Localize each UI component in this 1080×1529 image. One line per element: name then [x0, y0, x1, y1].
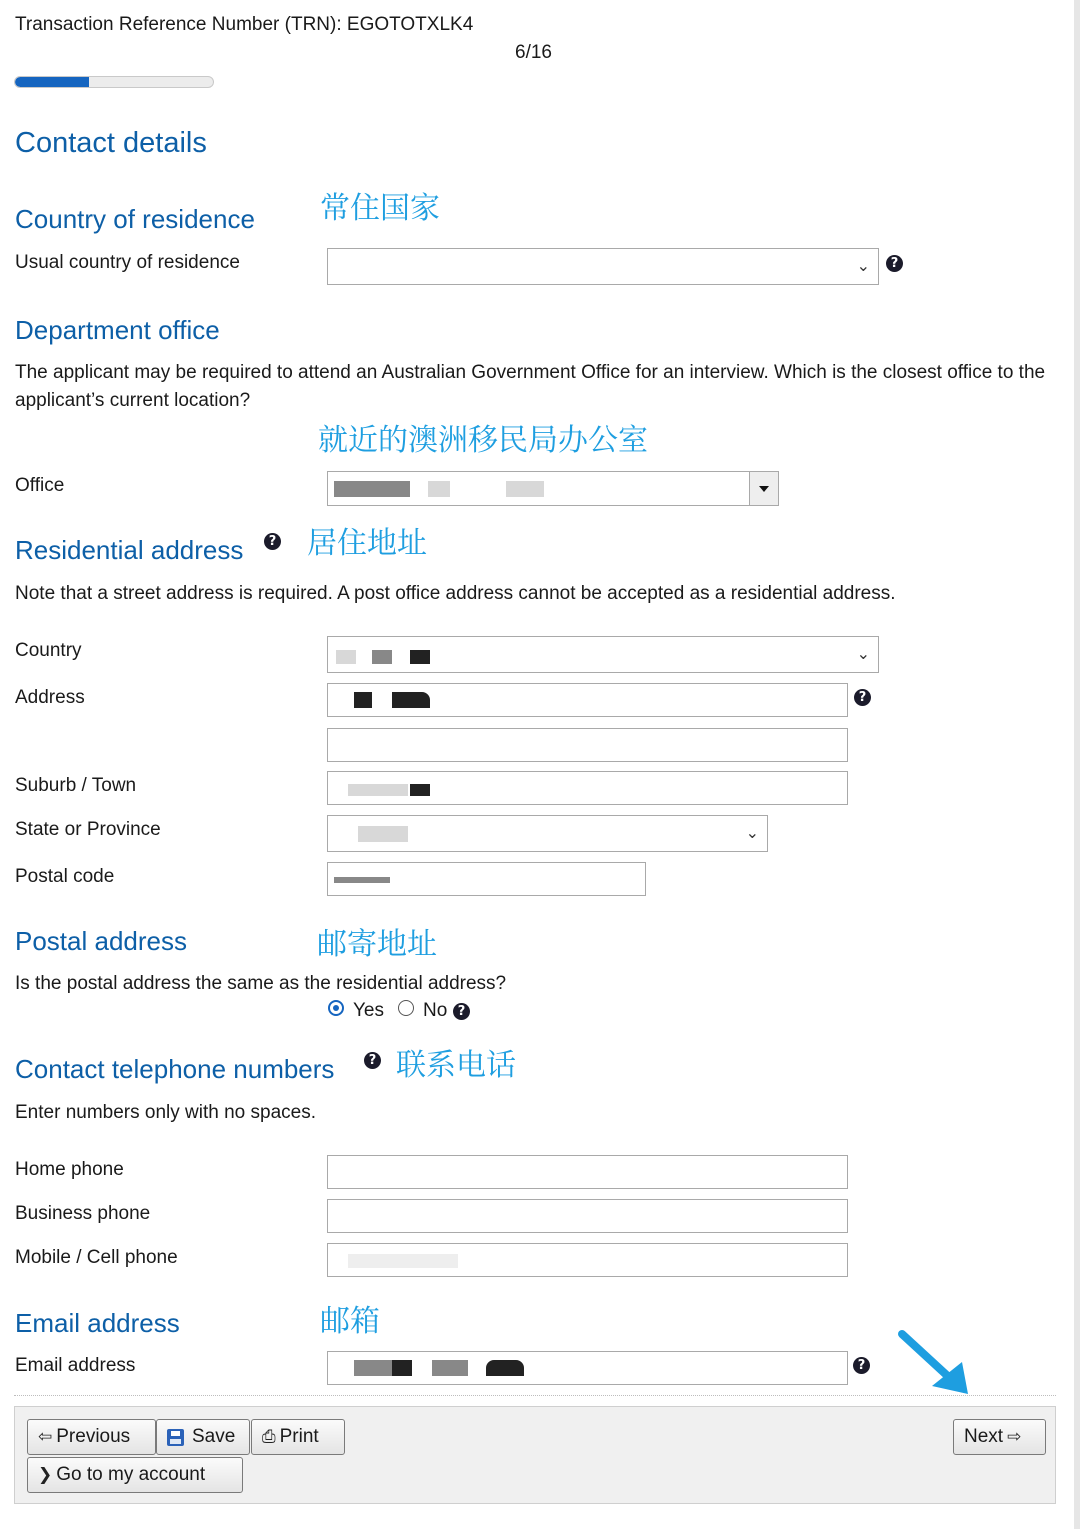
- home-phone-label: Home phone: [15, 1159, 124, 1180]
- postal-annotation: 邮寄地址: [317, 927, 437, 962]
- floppy-disk-icon: [167, 1429, 184, 1446]
- redacted-email: [432, 1360, 468, 1376]
- redacted-suburb: [410, 784, 430, 796]
- postal-code-label: Postal code: [15, 866, 115, 887]
- postal-code-input[interactable]: [327, 862, 646, 896]
- redacted-office: [428, 481, 450, 497]
- usual-country-select[interactable]: [327, 248, 879, 285]
- footer-divider: [14, 1395, 1056, 1396]
- window-edge: [1074, 0, 1080, 1529]
- postal-yes-label[interactable]: Yes: [353, 1000, 384, 1021]
- department-text: The applicant may be required to attend an Australian Government Office for an interview. Which is the closest office to the applicant’s current location?: [15, 362, 1046, 411]
- redacted-country: [336, 650, 356, 664]
- country-annotation: 常住国家: [320, 191, 440, 226]
- mobile-phone-label: Mobile / Cell phone: [15, 1247, 178, 1268]
- mobile-phone-input[interactable]: [327, 1243, 848, 1277]
- page-counter: 6/16: [515, 42, 552, 63]
- next-label: Next: [964, 1426, 1004, 1447]
- email-annotation: 邮箱: [320, 1304, 380, 1339]
- redacted-country: [372, 650, 392, 664]
- redacted-address: [392, 692, 430, 708]
- country-heading: Country of residence: [15, 204, 255, 234]
- phone-note: Enter numbers only with no spaces.: [15, 1102, 316, 1123]
- printer-icon: ⎙: [262, 1427, 276, 1447]
- redacted-office: [334, 481, 410, 497]
- suburb-label: Suburb / Town: [15, 775, 137, 796]
- chevron-down-icon: ⌄: [856, 257, 870, 275]
- postal-question: Is the postal address the same as the residential address?: [15, 973, 507, 994]
- arrow-left-icon: ⇦: [38, 1427, 53, 1447]
- address-help-icon[interactable]: ?: [854, 689, 871, 706]
- phone-help-icon[interactable]: ?: [364, 1052, 381, 1069]
- save-button[interactable]: [156, 1419, 250, 1455]
- residential-heading: Residential address: [15, 535, 244, 565]
- state-label: State or Province: [15, 819, 161, 840]
- residential-note: Note that a street address is required. A post office address cannot be accepted as a residential address.: [15, 583, 896, 604]
- footer-bar: [14, 1406, 1056, 1504]
- office-select[interactable]: [327, 471, 779, 506]
- chevron-down-icon: ⌄: [856, 645, 870, 663]
- address-line2-input[interactable]: [327, 728, 848, 762]
- redacted-email: [392, 1360, 412, 1376]
- phone-annotation: 联系电话: [396, 1048, 516, 1083]
- save-label: Save: [192, 1426, 236, 1447]
- residential-help-icon[interactable]: ?: [264, 533, 281, 550]
- redacted-postal: [334, 877, 390, 883]
- account-label: Go to my account: [56, 1464, 206, 1485]
- next-button[interactable]: [953, 1419, 1046, 1455]
- residential-country-select[interactable]: [327, 636, 879, 673]
- country-label: Country: [15, 640, 82, 661]
- business-phone-label: Business phone: [15, 1203, 151, 1224]
- redacted-address: [354, 692, 372, 708]
- address-label: Address: [15, 687, 85, 708]
- postal-same-no-radio[interactable]: [398, 1000, 414, 1016]
- print-button[interactable]: [251, 1419, 345, 1455]
- email-help-icon[interactable]: ?: [853, 1357, 870, 1374]
- business-phone-input[interactable]: [327, 1199, 848, 1233]
- usual-country-help-icon[interactable]: ?: [886, 255, 903, 272]
- redacted-email: [486, 1360, 524, 1376]
- progress-bar: [14, 76, 214, 88]
- phone-heading: Contact telephone numbers: [15, 1054, 335, 1084]
- home-phone-input[interactable]: [327, 1155, 848, 1189]
- arrow-right-icon: ⇨: [1007, 1427, 1022, 1447]
- go-to-account-button[interactable]: [27, 1457, 243, 1493]
- office-label: Office: [15, 475, 65, 496]
- chevron-down-icon: ⌄: [745, 824, 759, 842]
- redacted-state: [358, 826, 408, 842]
- residential-annotation: 居住地址: [307, 526, 427, 561]
- suburb-input[interactable]: [327, 771, 848, 805]
- page-title: Contact details: [15, 127, 207, 159]
- redacted-email: [354, 1360, 392, 1376]
- previous-label: Previous: [56, 1426, 131, 1447]
- email-heading: Email address: [15, 1308, 180, 1338]
- previous-button[interactable]: [27, 1419, 156, 1455]
- progress-fill: [15, 77, 89, 87]
- redacted-suburb: [348, 784, 408, 796]
- usual-country-label: Usual country of residence: [15, 252, 240, 273]
- postal-no-label[interactable]: No: [423, 1000, 448, 1021]
- department-annotation: 就近的澳洲移民局办公室: [318, 423, 648, 458]
- redacted-country: [410, 650, 430, 664]
- postal-heading: Postal address: [15, 926, 187, 956]
- postal-same-yes-radio[interactable]: [328, 1000, 344, 1016]
- email-label: Email address: [15, 1355, 136, 1376]
- print-label: Print: [279, 1426, 319, 1447]
- annotation-arrow-icon: [896, 1328, 976, 1400]
- redacted-office: [506, 481, 544, 497]
- state-select[interactable]: [327, 815, 768, 852]
- postal-help-icon[interactable]: ?: [453, 1003, 470, 1020]
- chevron-right-icon: ❯: [38, 1465, 53, 1485]
- trn-text: Transaction Reference Number (TRN): EGOTOTXLK4: [15, 14, 474, 35]
- office-dropdown-button[interactable]: [749, 472, 778, 505]
- email-input[interactable]: [327, 1351, 848, 1385]
- address-line1-input[interactable]: [327, 683, 848, 717]
- redacted-mobile: [348, 1254, 458, 1268]
- department-heading: Department office: [15, 315, 220, 345]
